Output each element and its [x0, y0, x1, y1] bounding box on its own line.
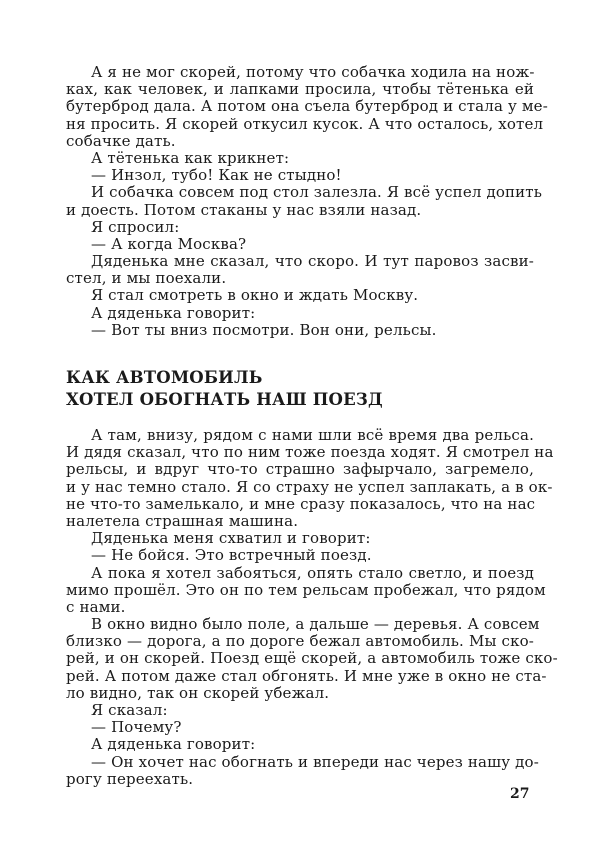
- text-line: ня просить. Я скорей откусил кусок. А что осталось, хотел: [66, 114, 544, 133]
- chapter-heading: [66, 367, 534, 411]
- text-line: В окно видно было поле, а дальше — деревья. А совсем: [91, 615, 540, 634]
- text-line: И дядя сказал, что по ним тоже поезда ходят. Я смотрел на: [66, 443, 554, 462]
- text-line: рогу переехать.: [66, 769, 194, 788]
- text-line: — А когда Москва?: [91, 234, 247, 253]
- text-line: Я сказал:: [91, 701, 168, 719]
- text-line: мимо прошёл. Это он по тем рельсам пробежал, что рядом: [66, 580, 546, 599]
- text-line: А там, внизу, рядом с нами шли всё время два рельса.: [91, 426, 534, 444]
- text-line: ках, как человек, и лапками просила, чтобы тётенька ей: [66, 80, 534, 99]
- text-line: — Вот ты вниз посмотри. Вон они, рельсы.: [91, 320, 437, 339]
- text-line: рей, и он скорей. Поезд ещё скорей, а автомобиль тоже ско-: [66, 649, 558, 668]
- text-line: — Он хочет нас обогнать и впереди нас через нашу до-: [91, 752, 539, 771]
- text-line: А я не мог скорей, потому что собачка ходила на нож-: [91, 63, 535, 81]
- spacer: [66, 411, 534, 427]
- text-line: А пока я хотел забояться, опять стало светло, и поезд: [91, 563, 534, 582]
- text-line: не что-то замелькало, и мне сразу показалось, что на нас: [66, 494, 536, 513]
- chapter-heading-line-1: КАК АВТОМОБИЛЬ: [66, 368, 263, 387]
- text-line: А тётенька как крикнет:: [91, 148, 290, 167]
- text-line: И собачка совсем под стол залезла. Я всё успел допить: [91, 183, 543, 202]
- spacer: [66, 339, 534, 367]
- text-line: А дяденька говорит:: [91, 735, 256, 754]
- text-line: налетела страшная машина.: [66, 511, 299, 530]
- text-line: близко — дорога, а по дороге бежал автомобиль. Мы ско-: [66, 632, 534, 651]
- text-line: Я стал смотреть в окно и ждать Москву.: [91, 286, 419, 305]
- text-line: собачке дать.: [66, 131, 176, 150]
- section-car-race: [66, 426, 558, 788]
- text-line: — Инзол, тубо! Как не стыдно!: [91, 166, 342, 185]
- text-line: — Почему?: [91, 718, 182, 737]
- text-line: с нами.: [66, 597, 126, 616]
- text-line: Я спросил:: [91, 217, 180, 236]
- text-line: бутерброд дала. А потом она съела бутерброд и стала у ме-: [66, 97, 548, 116]
- text-line: А дяденька говорит:: [91, 303, 256, 322]
- text-line: — Не бойся. Это встречный поезд.: [91, 546, 372, 565]
- text-line: Дяденька меня схватил и говорит:: [91, 529, 371, 548]
- section-train-dog: [66, 63, 548, 339]
- text-line: и доесть. Потом стаканы у нас взяли назад.: [66, 200, 422, 219]
- chapter-heading-line-2: ХОТЕЛ ОБОГНАТЬ НАШ ПОЕЗД: [66, 390, 383, 409]
- page-number: 27: [510, 786, 530, 802]
- text-line: и у нас темно стало. Я со страху не успел заплакать, а в ок-: [66, 477, 553, 496]
- text-line: рей. А потом даже стал обгонять. И мне уже в окно не ста-: [66, 666, 547, 685]
- text-line: рельсы, и вдруг что-то страшно зафырчало, загремело,: [66, 460, 534, 479]
- text-line: Дяденька мне сказал, что скоро. И тут паровоз засви-: [91, 252, 534, 271]
- book-page: [66, 63, 558, 788]
- text-line: ло видно, так он скорей убежал.: [66, 683, 330, 702]
- text-line: стел, и мы поехали.: [66, 269, 227, 288]
